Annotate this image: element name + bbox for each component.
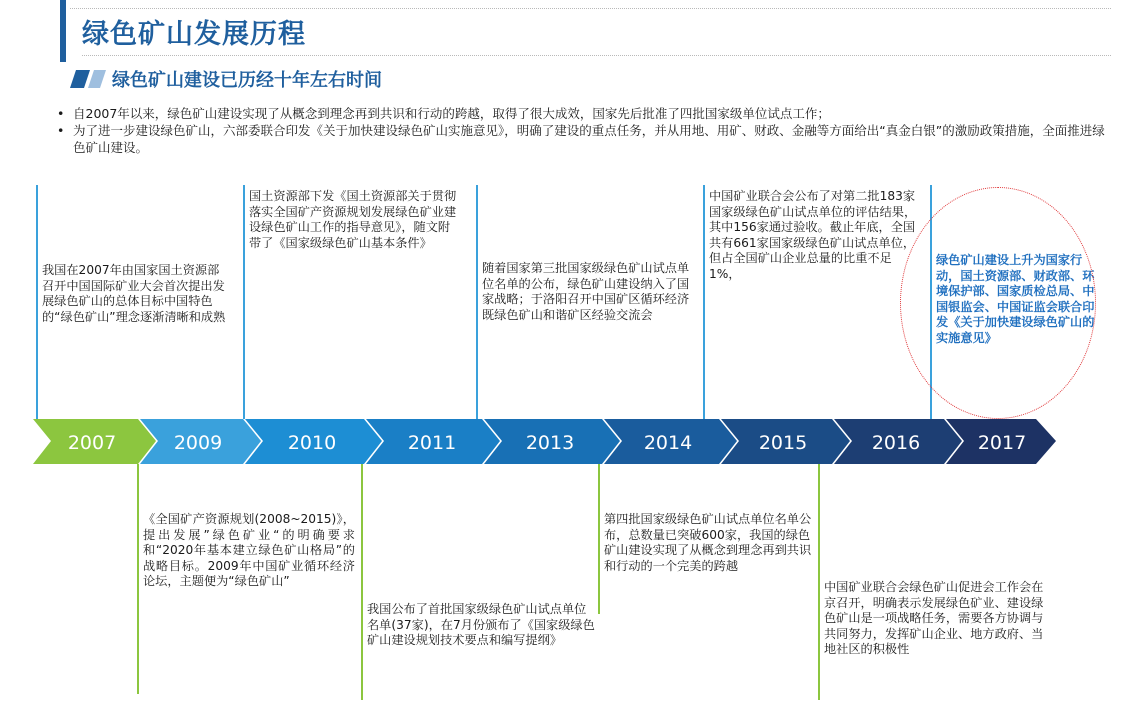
year-label-2015: 2015 [758,432,808,454]
year-label-2017: 2017 [977,432,1027,454]
event-2010 [243,185,459,419]
bullet-dot-icon: • [57,123,65,138]
year-label-2013: 2013 [525,432,575,454]
section-subtitle: 绿色矿山建设已历经十年左右时间 [112,70,382,91]
bullet-text: 自2007年以来，绿色矿山建设实现了从概念到理念再到共识和行动的跨越，取得了很大成效，国家先后批准了四批国家级单位试点工作； [73,106,830,121]
event-2010-text: 国土资源部下发《国土资源部关于贯彻落实全国矿产资源规划发展绿色矿业建设绿色矿山工作的指导意见》，随文附带了《国家级绿色矿山基本条件》 [249,189,457,250]
event-2007-text: 我国在2007年由国家国土资源部召开中国国际矿业大会首次提出发展绿色矿山的总体目标中国特色的“绿色矿山”理念逐渐清晰和成熟 [42,263,226,324]
event-2014-text: 第四批国家级绿色矿山试点单位名单公布，总数量已突破600家，我国的绿色矿山建设实现了从概念到理念再到共识和行动的一个完美的跨越 [604,512,812,573]
event-2007 [36,185,230,419]
event-2016 [818,464,1044,700]
event-2013 [476,185,696,419]
event-2009 [137,464,355,694]
page-title: 绿色矿山发展历程 [82,19,306,50]
bullet-text: 为了进一步建设绿色矿山，六部委联合印发《关于加快建设绿色矿山实施意见》，明确了建设的重点任务，并从用地、用矿、财政、金融等方面给出“真金白银”的激励政策措施，全面推进绿色矿山建设。 [73,123,1105,155]
event-2011 [361,464,595,700]
year-label-2011: 2011 [407,432,457,454]
event-2015-text: 中国矿业联合会公布了对第二批183家国家级绿色矿山试点单位的评估结果，其中156家通过验收。截止年底，全国共有661家国家级绿色矿山试点单位，但占全国矿山企业总量的比重不足1%， [709,189,917,281]
year-label-2007: 2007 [67,432,117,454]
year-label-2014: 2014 [643,432,693,454]
year-label-2009: 2009 [173,432,223,454]
event-2011-text: 我国公布了首批国家级绿色矿山试点单位名单(37家)，在7月份颁布了《国家级绿色矿山建设规划技术要点和编写提纲》 [367,602,595,648]
year-label-2016: 2016 [871,432,921,454]
bullet-dot-icon: • [57,106,65,121]
event-2009-text: 《全国矿产资源规划(2008~2015)》，提出发展”绿色矿业“的明确要求和“2020年基本建立绿色矿山格局”的战略目标。2009年中国矿业循环经济论坛，主题便为“绿色矿山” [143,512,355,589]
event-2014 [598,464,816,614]
event-2016-text: 中国矿业联合会绿色矿山促进会工作会在京召开，明确表示发展绿色矿业、建设绿色矿山是一项战略任务，需要各方协调与共同努力，发挥矿山企业、地方政府、当地社区的积极性 [824,580,1044,657]
event-2015 [703,185,919,419]
year-label-2010: 2010 [287,432,337,454]
event-2013-text: 随着国家第三批国家级绿色矿山试点单位名单的公布，绿色矿山建设纳入了国家战略；于洛阳召开中国矿区循环经济既绿色矿山和谐矿区经验交流会 [482,261,690,322]
event-2017-text: 绿色矿山建设上升为国家行动，国土资源部、财政部、环境保护部、国家质检总局、中国银监会、中国证监会联合印发《关于加快建设绿色矿山的实施意见》 [936,253,1095,345]
highlight-circle [900,187,1096,419]
